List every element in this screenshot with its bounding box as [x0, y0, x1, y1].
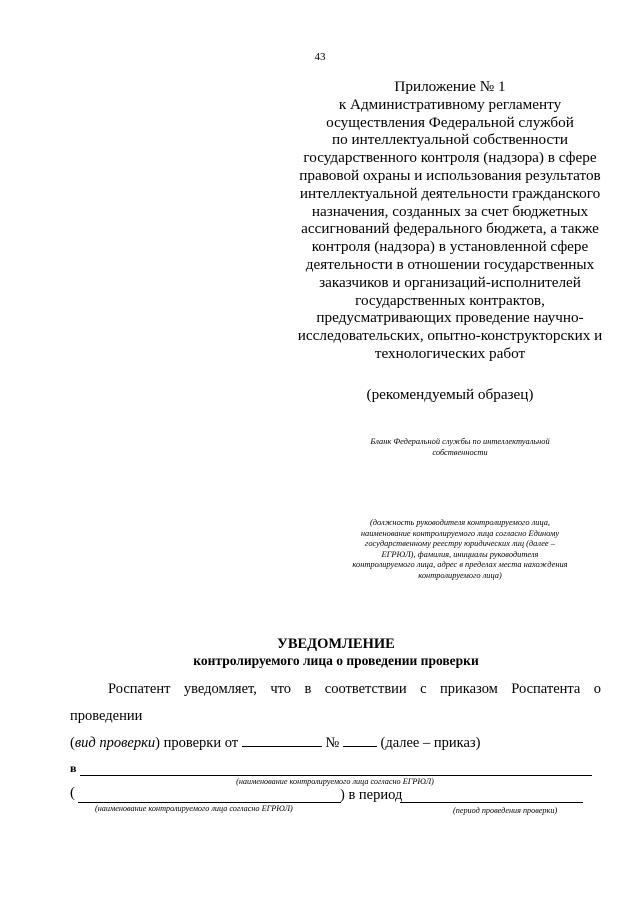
appendix-line: Приложение № 1: [394, 78, 506, 95]
letterhead-note: [330, 436, 590, 458]
appendix-line: интеллектуальной деятельности гражданского: [299, 184, 601, 202]
addressee-note-line: (должность руководителя контролируемого лица,: [369, 518, 551, 527]
letterhead-note-line: Бланк Федеральной службы по интеллектуальной: [370, 437, 550, 446]
paren-open: (: [70, 785, 75, 801]
body-word: уведомляет,: [183, 681, 257, 697]
body-line-1: [108, 681, 601, 698]
body-word: Роспатент: [108, 681, 171, 697]
body-line-3: [70, 735, 480, 752]
body-word: соответствии: [324, 681, 407, 697]
body-word: с: [420, 681, 427, 697]
appendix-line: исследовательских, опытно-конструкторских и: [297, 327, 603, 345]
organization-name-field-2[interactable]: [78, 802, 341, 803]
appendix-line: ассигнований федерального бюджета, а также: [301, 220, 599, 238]
body-word: Роспатента: [511, 681, 581, 697]
appendix-line: контроля (надзора) в установленной сфере: [311, 238, 589, 256]
paren-open: (: [70, 735, 75, 751]
addressee-note: [315, 518, 605, 581]
appendix-line: предусматривающих проведение научно-: [316, 309, 584, 327]
v-label: в: [70, 761, 77, 775]
body-word: о: [593, 681, 602, 697]
addressee-note-line: контролируемого лица, адрес в пределах места нахождения: [352, 560, 568, 569]
order-number-field[interactable]: [343, 746, 377, 747]
document-subtitle: контролируемого лица о проведении проверки: [193, 653, 479, 668]
appendix-line: к Административному регламенту: [338, 95, 562, 113]
appendix-line: правовой охраны и использования результатов: [299, 166, 601, 184]
addressee-note-line: контролируемого лица): [418, 570, 502, 580]
appendix-line: государственных контрактов,: [355, 291, 545, 309]
appendix-header: [270, 78, 630, 363]
body-word: в: [304, 681, 312, 697]
body-word: приказом: [440, 681, 498, 697]
order-number-sign: №: [321, 735, 343, 751]
appendix-line: деятельности в отношении государственных: [305, 255, 595, 273]
body-line-2: проведении: [70, 708, 143, 724]
inspection-period-field[interactable]: [400, 802, 583, 803]
appendix-line: по интеллектуальной собственности: [331, 131, 569, 149]
paren-close: ): [155, 735, 160, 751]
order-ref-label: (далее – приказ): [376, 735, 481, 751]
inspection-period-caption: (период проведения проверки): [453, 806, 558, 815]
addressee-note-line: наименование контролируемого лица согласно Единому: [360, 528, 560, 538]
document-title: УВЕДОМЛЕНИЕ: [277, 636, 395, 652]
addressee-note-line: государственному реестру юридических лиц (далее –: [365, 539, 555, 548]
organization-name-caption: (наименование контролируемого лица согласно ЕГРЮЛ): [236, 777, 434, 786]
addressee-note-line: ЕГРЮЛ), фамилия, инициалы руководителя: [381, 549, 539, 559]
letterhead-note-line: собственности: [432, 448, 488, 457]
appendix-line: государственного контроля (надзора) в сфере: [303, 149, 597, 167]
inspection-type-label: вид проверки: [74, 735, 156, 751]
order-date-label: проверки от: [159, 735, 242, 751]
appendix-line: заказчиков и организаций-исполнителей: [319, 273, 581, 291]
appendix-line: технологических работ: [374, 344, 526, 362]
organization-name-field[interactable]: [80, 775, 592, 776]
appendix-line: назначения, созданных за счет бюджетных: [311, 202, 589, 220]
order-date-field[interactable]: [242, 746, 322, 747]
page-number: 43: [314, 51, 326, 63]
organization-name-caption-2: (наименование контролируемого лица согласно ЕГРЮЛ): [95, 804, 293, 813]
sample-note: (рекомендуемый образец): [366, 386, 534, 403]
period-label: ) в период: [340, 787, 403, 803]
appendix-line: осуществления Федеральной службой: [326, 113, 574, 131]
body-word: что: [270, 681, 292, 697]
